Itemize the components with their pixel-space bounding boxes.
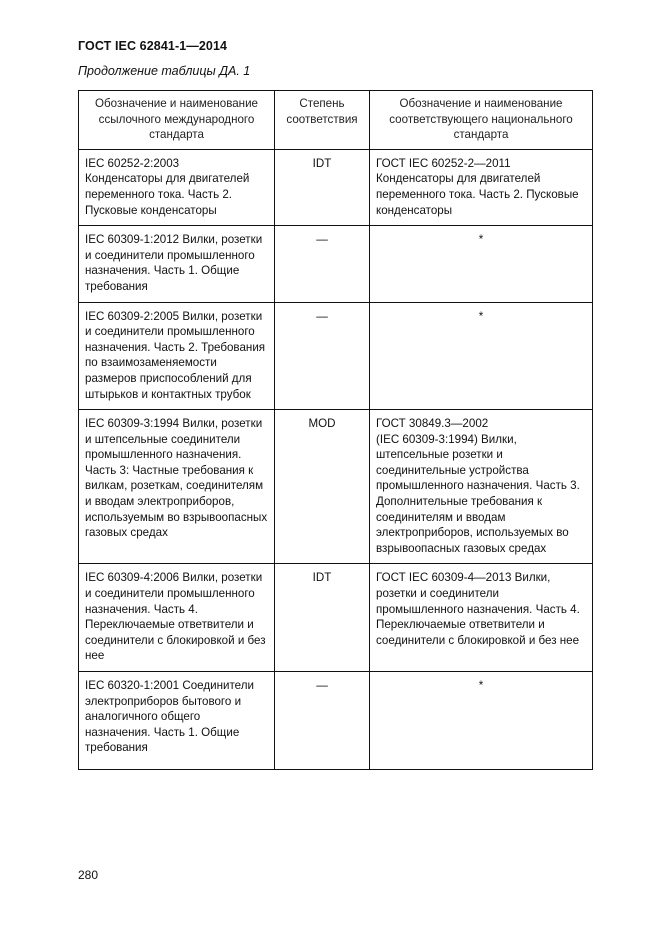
national-standard-cell: * bbox=[370, 302, 593, 410]
degree-cell: MOD bbox=[275, 410, 370, 564]
international-standard-cell: IEC 60320-1:2001 Соединители электроприборов бытового и аналогичного общего назначения. Часть 1. Общие требования bbox=[79, 672, 275, 770]
table-row bbox=[79, 226, 593, 302]
international-standard-cell: IEC 60309-3:1994 Вилки, розетки и штепсельные соединители промышленного назначения. Часть 3: Частные требования к вилкам, розеткам, соединителям и вводам электроприборов, используемым во взрывоопасных газовых средах bbox=[79, 410, 275, 564]
page-number: 280 bbox=[78, 868, 99, 882]
international-standard-cell: IEC 60252-2:2003 Конденсаторы для двигателей переменного тока. Часть 2. Пусковые конденсаторы bbox=[79, 149, 275, 225]
table-row bbox=[79, 672, 593, 770]
degree-cell: IDT bbox=[275, 149, 370, 225]
degree-cell: IDT bbox=[275, 564, 370, 672]
table-row bbox=[79, 410, 593, 564]
table-row bbox=[79, 302, 593, 410]
national-standard-cell: * bbox=[370, 672, 593, 770]
degree-cell: — bbox=[275, 226, 370, 302]
international-standard-cell: IEC 60309-2:2005 Вилки, розетки и соединители промышленного назначения. Часть 2. Требования по взаимозаменяемости размеров приспособлений для штырьков и контактных трубок bbox=[79, 302, 275, 410]
national-standard-cell: * bbox=[370, 226, 593, 302]
document-code: ГОСТ IEC 62841-1—2014 bbox=[78, 39, 228, 53]
standards-table bbox=[78, 90, 593, 770]
column-header-national: Обозначение и наименование соответствующего национального стандарта bbox=[370, 91, 593, 150]
column-header-international: Обозначение и наименование ссылочного международного стандарта bbox=[79, 91, 275, 150]
table-caption: Продолжение таблицы ДА. 1 bbox=[78, 64, 251, 78]
column-header-degree: Степень соответствия bbox=[275, 91, 370, 150]
national-standard-cell: ГОСТ IEC 60309-4—2013 Вилки, розетки и соединители промышленного назначения. Часть 4. Переключаемые ответвители и соединители с блокировкой и без нее bbox=[370, 564, 593, 672]
degree-cell: — bbox=[275, 302, 370, 410]
international-standard-cell: IEC 60309-1:2012 Вилки, розетки и соединители промышленного назначения. Часть 1. Общие требования bbox=[79, 226, 275, 302]
national-standard-cell: ГОСТ IEC 60252-2—2011 Конденсаторы для двигателей переменного тока. Часть 2. Пусковые конденсаторы bbox=[370, 149, 593, 225]
table-row bbox=[79, 564, 593, 672]
degree-cell: — bbox=[275, 672, 370, 770]
table-header-row bbox=[79, 91, 593, 150]
international-standard-cell: IEC 60309-4:2006 Вилки, розетки и соединители промышленного назначения. Часть 4. Переключаемые ответвители и соединители с блокировкой и без нее bbox=[79, 564, 275, 672]
table-row bbox=[79, 149, 593, 225]
national-standard-cell: ГОСТ 30849.3—2002 (IEC 60309-3:1994) Вилки, штепсельные розетки и соединительные устройства промышленного назначения. Часть 3. Дополнительные требования к соединителям и вводам электроприборов, используемых во взрывоопасных газовых средах bbox=[370, 410, 593, 564]
